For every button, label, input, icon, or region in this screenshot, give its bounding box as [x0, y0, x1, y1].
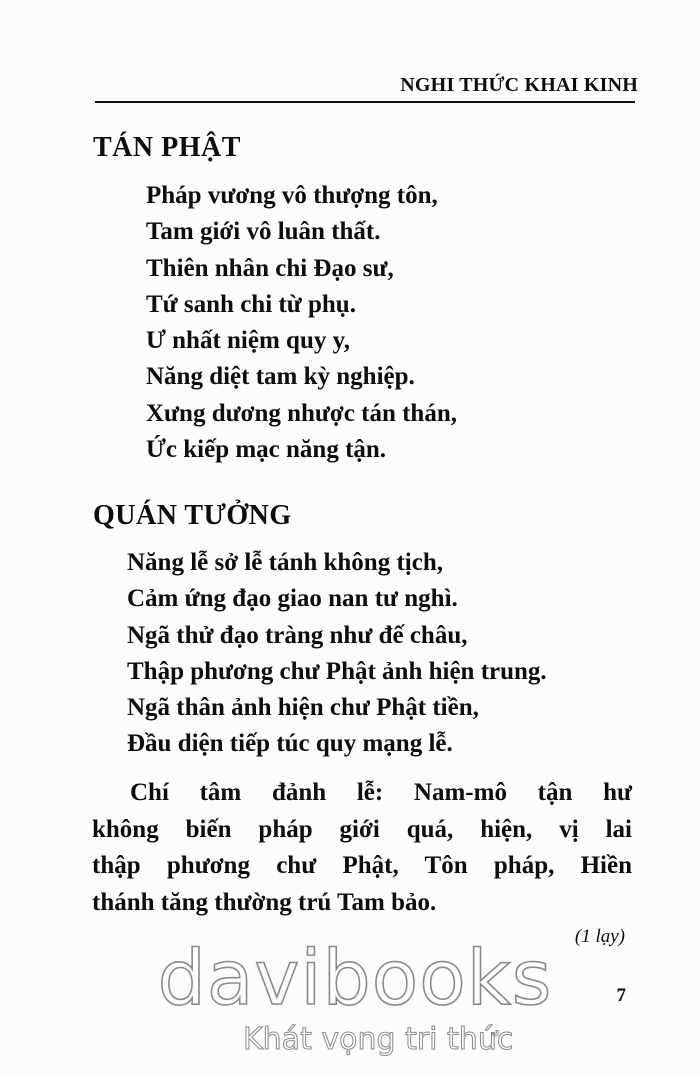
prostration-paragraph: [92, 775, 632, 921]
paragraph-line: thập phương chư Phật, Tôn pháp, Hiền: [92, 852, 632, 879]
verse-line: Đầu diện tiếp túc quy mạng lễ.: [127, 730, 453, 758]
verse-quan-tuong: [127, 545, 547, 763]
section-heading-quan-tuong: QUÁN TƯỞNG: [93, 500, 292, 531]
verse-line: Ngã thử đạo tràng như đế châu,: [127, 621, 468, 649]
verse-line: Năng diệt tam kỳ nghiệp.: [146, 363, 415, 391]
running-header: NGHI THỨC KHAI KINH: [400, 74, 638, 96]
verse-line: Thiên nhân chi Đạo sư,: [146, 254, 394, 282]
paragraph-line: thánh tăng thường trú Tam bảo.: [92, 888, 437, 916]
paragraph-line: không biến pháp giới quá, hiện, vị lai: [92, 815, 632, 843]
watermark-tagline: Khát vọng tri thức: [243, 1022, 514, 1057]
paragraph-line: Chí tâm đảnh lễ: Nam-mô tận hư: [130, 779, 632, 806]
verse-line: Tứ sanh chi từ phụ.: [146, 290, 356, 318]
verse-tan-phat: [146, 178, 457, 468]
verse-line: Pháp vương vô thượng tôn,: [146, 182, 438, 209]
section-heading-tan-phat: TÁN PHẬT: [93, 132, 241, 163]
watermark-brand: davibooks: [157, 933, 553, 1022]
verse-line: Thập phương chư Phật ảnh hiện trung.: [127, 657, 547, 685]
verse-line: Ngã thân ảnh hiện chư Phật tiền,: [127, 694, 479, 722]
verse-line: Tam giới vô luân thất.: [146, 218, 381, 246]
verse-line: Xưng dương nhược tán thán,: [146, 399, 457, 427]
verse-line: Ức kiếp mạc năng tận.: [146, 436, 387, 464]
header-rule: [95, 101, 635, 103]
verse-line: Cảm ứng đạo giao nan tư nghì.: [127, 585, 458, 613]
verse-line: Ư nhất niệm quy y,: [146, 327, 350, 355]
page-number: 7: [616, 985, 626, 1006]
verse-line: Năng lễ sở lễ tánh không tịch,: [127, 549, 443, 576]
prostration-note: (1 lạy): [574, 926, 625, 947]
watermark: [155, 933, 555, 1060]
